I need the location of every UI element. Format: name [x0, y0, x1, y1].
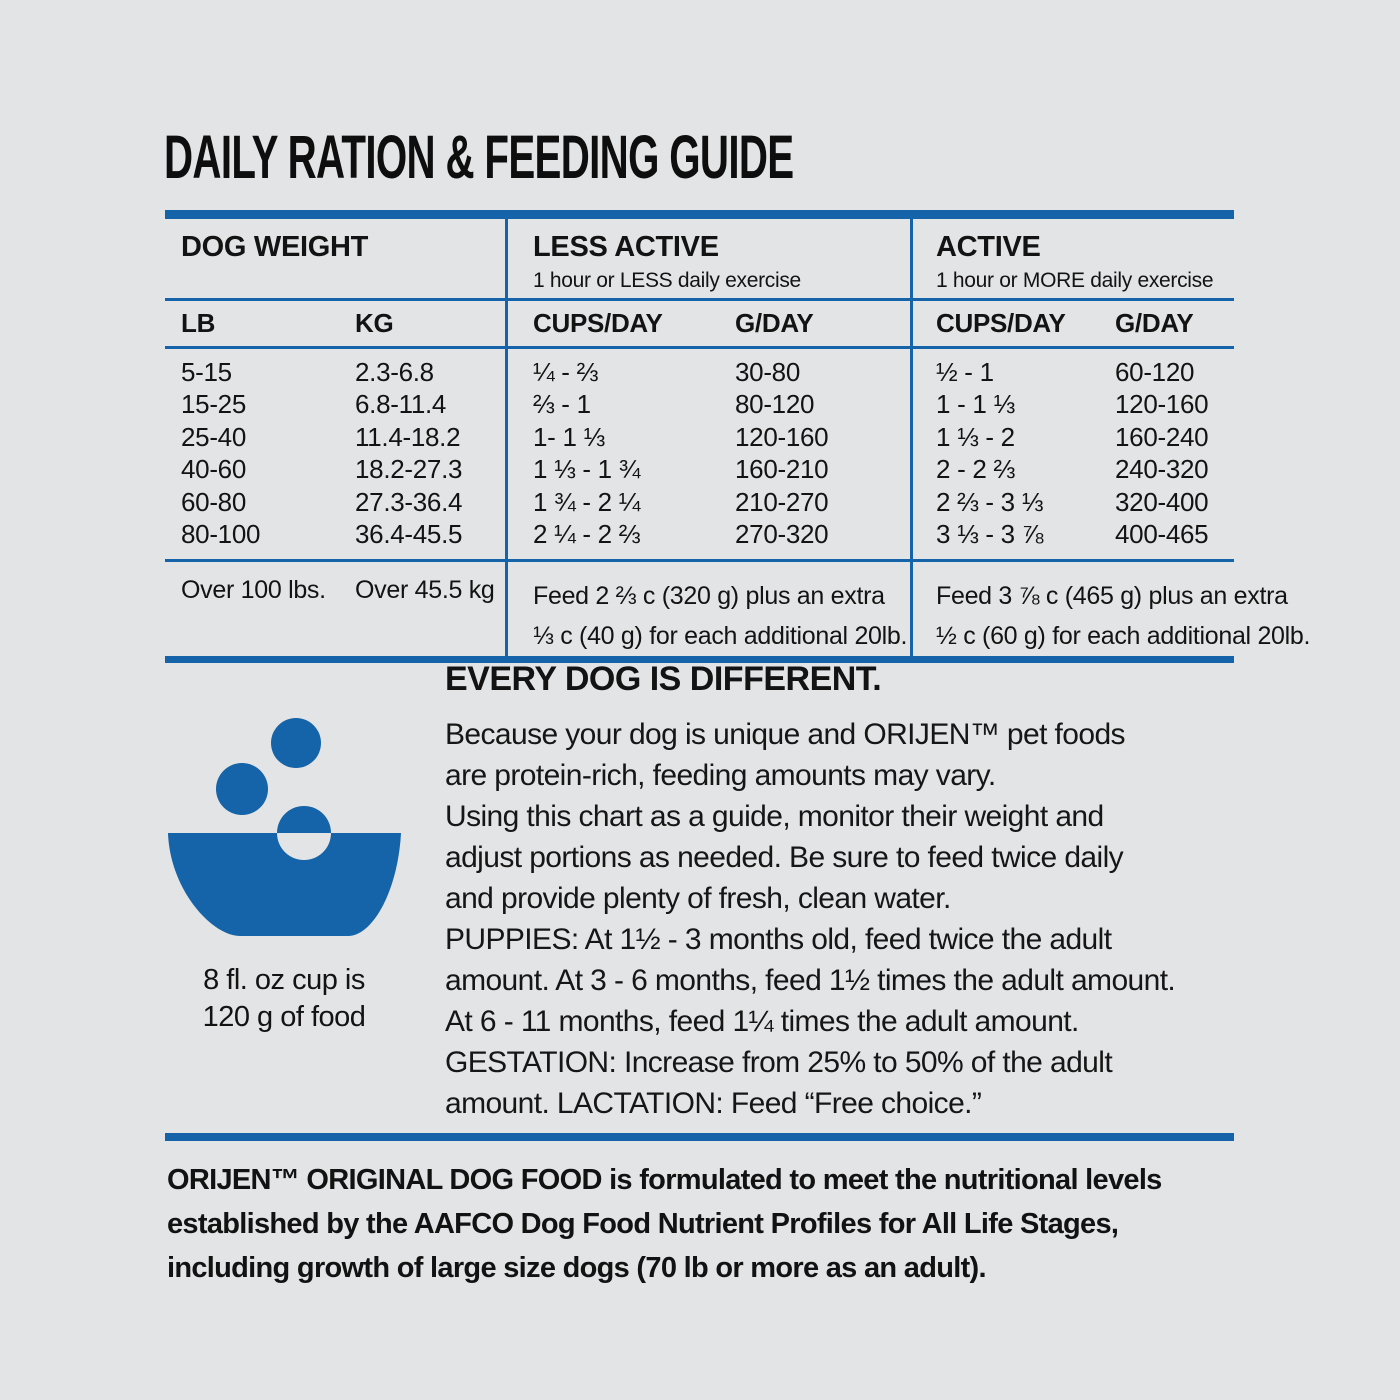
column-divider-1 [505, 219, 508, 656]
page-title: DAILY RATION & FEEDING GUIDE [164, 123, 794, 191]
over-less-active-note: Feed 2 ⅔ c (320 g) plus an extra ⅓ c (40 g) for each additional 20lb. [533, 582, 908, 651]
info-line: Because your dog is unique and ORIJEN™ pet foods [445, 718, 1125, 751]
info-line: amount. At 3 - 6 months, feed 1½ times the adult amount. [445, 964, 1176, 997]
subheader-a-cups: CUPS/DAY [936, 308, 1066, 338]
subheader-a-g: G/DAY [1115, 308, 1194, 338]
over-lb: Over 100 lbs. [181, 576, 326, 605]
info-line: and provide plenty of fresh, clean water. [445, 882, 951, 915]
over-active-note: Feed 3 ⅞ c (465 g) plus an extra ½ c (60 g) for each additional 20lb. [936, 582, 1311, 651]
table-row: 5-15 2.3-6.8 ¼ - ⅔ 30-80 ½ - 1 60-120 [181, 357, 1195, 387]
table-subheader-row [165, 301, 1234, 346]
table-row: 60-80 27.3-36.4 1 ¾ - 2 ¼ 210-270 2 ⅔ - 3 ⅓ 320-400 [181, 486, 1209, 517]
table-top-border [165, 210, 1234, 219]
table-row: 80-100 36.4-45.5 2 ¼ - 2 ⅔ 270-320 3 ⅓ - 3 ⅞ 400-465 [181, 518, 1209, 549]
header-less-active: LESS ACTIVE 1 hour or LESS daily exercise [505, 231, 910, 298]
column-divider-2 [910, 219, 913, 656]
subheader-la-cups: CUPS/DAY [533, 308, 663, 338]
info-line: Using this chart as a guide, monitor their weight and [445, 800, 1104, 833]
over-kg: Over 45.5 kg [355, 576, 495, 605]
bowl-caption: 8 fl. oz cup is 120 g of food [202, 964, 366, 1033]
table-row: 40-60 18.2-27.3 1 ⅓ - 1 ¾ 160-210 2 - 2 ⅔ 240-320 [181, 454, 1209, 485]
info-line: GESTATION: Increase from 25% to 50% of the adult [445, 1046, 1113, 1079]
footer-divider [165, 1133, 1234, 1141]
info-line: are protein-rich, feeding amounts may vary. [445, 759, 996, 792]
table-value-rows [165, 349, 1234, 559]
info-line: adjust portions as needed. Be sure to feed twice daily [445, 841, 1124, 874]
table-over-row [165, 562, 1311, 656]
subheader-lb: LB [181, 308, 216, 338]
info-line: PUPPIES: At 1½ - 3 months old, feed twice the adult [445, 923, 1112, 956]
info-heading: EVERY DOG IS DIFFERENT. [445, 660, 882, 698]
footer-line: established by the AAFCO Dog Food Nutrient Profiles for All Life Stages, [167, 1208, 1119, 1240]
header-dog-weight: DOG WEIGHT [181, 231, 369, 263]
food-bowl-icon [166, 712, 402, 944]
info-line: At 6 - 11 months, feed 1¼ times the adult amount. [445, 1005, 1079, 1038]
info-paragraph [445, 714, 1175, 1124]
table-body-wrap [165, 219, 1311, 656]
header-active-sub: 1 hour or MORE daily exercise [936, 269, 1214, 292]
table-group-header-row [165, 219, 1234, 298]
header-less-active-sub: 1 hour or LESS daily exercise [533, 269, 801, 292]
info-line: amount. LACTATION: Feed “Free choice.” [445, 1087, 982, 1120]
feeding-table [165, 210, 1311, 663]
subheader-kg: KG [355, 308, 394, 338]
aafco-statement [167, 1158, 1162, 1290]
footer-line: ORIJEN™ ORIGINAL DOG FOOD is formulated to meet the nutritional levels [167, 1164, 1162, 1196]
table-row: 15-25 6.8-11.4 ⅔ - 1 80-120 1 - 1 ⅓ 120-160 [181, 389, 1209, 420]
footer-line: including growth of large size dogs (70 lb or more as an adult). [167, 1252, 986, 1284]
table-row: 25-40 11.4-18.2 1- 1 ⅓ 120-160 1 ⅓ - 2 160-240 [181, 421, 1209, 452]
subheader-la-g: G/DAY [735, 308, 814, 338]
header-active: ACTIVE 1 hour or MORE daily exercise [910, 231, 1234, 298]
